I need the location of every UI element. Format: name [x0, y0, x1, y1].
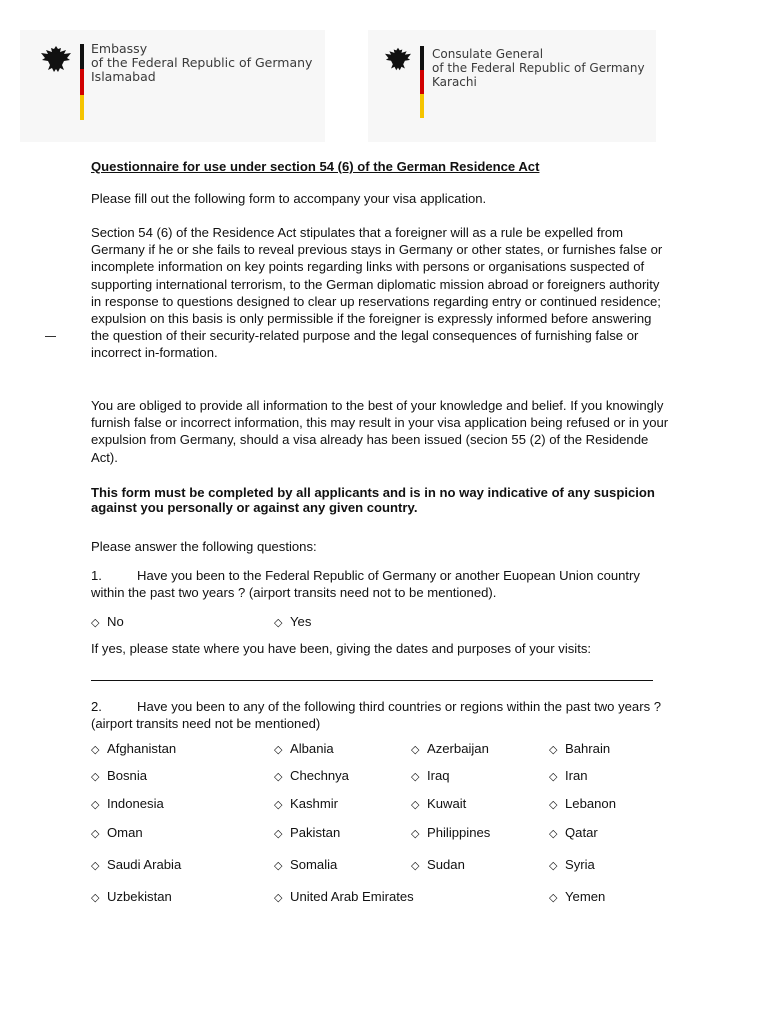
- embassy-name: [91, 42, 312, 84]
- country-option[interactable]: [549, 767, 588, 786]
- country-option[interactable]: [91, 767, 147, 786]
- country-label: Afghanistan: [107, 741, 177, 756]
- country-label: Iraq: [427, 768, 450, 783]
- option-yes[interactable]: [274, 613, 311, 632]
- country-label: Lebanon: [565, 796, 616, 811]
- country-option[interactable]: [274, 888, 414, 907]
- question-number: 2.: [91, 699, 102, 714]
- question-text: Have you been to the Federal Republic of Germany or another Euopean Union country within the past two years ? (airport transits need not to be mentioned).: [91, 568, 640, 601]
- checkbox-icon[interactable]: ◇: [411, 828, 420, 840]
- country-option[interactable]: [274, 824, 340, 843]
- country-option[interactable]: [411, 824, 490, 843]
- checkbox-icon[interactable]: ◇: [274, 771, 283, 783]
- country-label: Kashmir: [290, 796, 339, 811]
- checkbox-icon[interactable]: ◇: [91, 744, 100, 756]
- consulate-letterhead: [368, 30, 656, 142]
- org-line: of the Federal Republic of Germany: [91, 55, 313, 70]
- country-label: Somalia: [290, 857, 338, 872]
- checkbox-icon[interactable]: ◇: [91, 892, 100, 904]
- checkbox-icon[interactable]: ◇: [274, 828, 283, 840]
- country-option[interactable]: [91, 740, 176, 759]
- questions-prompt: Please answer the following questions:: [91, 539, 317, 554]
- country-label: Saudi Arabia: [107, 857, 182, 872]
- country-option[interactable]: [411, 795, 466, 814]
- country-label: Oman: [107, 825, 143, 840]
- question-number: 1.: [91, 568, 102, 583]
- country-option[interactable]: [91, 824, 143, 843]
- question-1-options: [91, 613, 691, 631]
- option-no[interactable]: [91, 613, 124, 632]
- country-option[interactable]: [549, 856, 595, 875]
- checkbox-icon[interactable]: ◇: [91, 617, 100, 629]
- checkbox-icon[interactable]: ◇: [549, 771, 558, 783]
- checkbox-icon[interactable]: ◇: [91, 828, 100, 840]
- org-line: Embassy: [91, 41, 148, 56]
- flag-stripe: [80, 44, 84, 120]
- checkbox-icon[interactable]: ◇: [549, 799, 558, 811]
- question-1: [91, 567, 671, 601]
- checkbox-icon[interactable]: ◇: [91, 860, 100, 872]
- question-text: Have you been to any of the following third countries or regions within the past two years ? (airport transits need not be mentioned): [91, 699, 662, 732]
- checkbox-icon[interactable]: ◇: [411, 744, 420, 756]
- country-option[interactable]: [91, 888, 172, 907]
- country-label: Bosnia: [107, 768, 148, 783]
- followup-text: If yes, please state where you have been, giving the dates and purposes of your visits:: [91, 641, 592, 656]
- country-label: Chechnya: [290, 768, 349, 783]
- country-option[interactable]: [274, 767, 349, 786]
- checkbox-icon[interactable]: ◇: [274, 892, 283, 904]
- checkbox-icon[interactable]: ◇: [549, 892, 558, 904]
- checkbox-icon[interactable]: ◇: [549, 860, 558, 872]
- country-option[interactable]: [549, 824, 598, 843]
- country-label: Yemen: [565, 889, 606, 904]
- country-option[interactable]: [91, 795, 164, 814]
- country-option[interactable]: [549, 795, 616, 814]
- country-option[interactable]: [549, 740, 610, 759]
- country-label: Indonesia: [107, 796, 164, 811]
- country-option[interactable]: [274, 740, 334, 759]
- org-line: of the Federal Republic of Germany: [432, 61, 645, 75]
- country-label: Azerbaijan: [427, 741, 489, 756]
- country-option[interactable]: [274, 795, 338, 814]
- intro-text: Please fill out the following form to accompany your visa application.: [91, 191, 487, 206]
- country-label: Kuwait: [427, 796, 467, 811]
- form-title: Questionnaire for use under section 54 (6) of the German Residence Act: [91, 159, 540, 174]
- consulate-name: [432, 47, 645, 89]
- country-option[interactable]: [411, 856, 465, 875]
- country-label: Syria: [565, 857, 595, 872]
- checkbox-icon[interactable]: ◇: [274, 744, 283, 756]
- flag-stripe: [420, 46, 424, 118]
- org-line: Karachi: [432, 75, 477, 89]
- answer-line[interactable]: [91, 680, 653, 681]
- country-label: Albania: [290, 741, 334, 756]
- org-line: Islamabad: [91, 69, 156, 84]
- country-label: Qatar: [565, 825, 598, 840]
- country-option[interactable]: [274, 856, 337, 875]
- federal-eagle-icon: [40, 44, 72, 74]
- country-label: Sudan: [427, 857, 465, 872]
- option-label: No: [107, 614, 124, 629]
- country-label: Iran: [565, 768, 588, 783]
- country-label: Pakistan: [290, 825, 341, 840]
- checkbox-icon[interactable]: ◇: [274, 799, 283, 811]
- margin-mark: [45, 336, 56, 337]
- country-option[interactable]: [411, 740, 489, 759]
- country-options: [91, 740, 691, 910]
- checkbox-icon[interactable]: ◇: [411, 799, 420, 811]
- org-line: Consulate General: [432, 47, 544, 61]
- country-label: Philippines: [427, 825, 491, 840]
- checkbox-icon[interactable]: ◇: [274, 860, 283, 872]
- legal-paragraph-2: You are obliged to provide all information to the best of your knowledge and belief. If you knowingly furnish false or incorrect information, this may result in your visa application being refused or in your expulsion from Germany, should a visa already has been issued (secion 55 (2) of the Residende Act).: [91, 398, 669, 465]
- checkbox-icon[interactable]: ◇: [549, 744, 558, 756]
- country-label: Bahrain: [565, 741, 611, 756]
- checkbox-icon[interactable]: ◇: [411, 860, 420, 872]
- question-2: [91, 698, 671, 732]
- country-label: United Arab Emirates: [290, 889, 414, 904]
- checkbox-icon[interactable]: ◇: [274, 617, 283, 629]
- notice-text: This form must be completed by all applicants and is in no way indicative of any suspicion against you personally or against any given country.: [91, 485, 655, 515]
- checkbox-icon[interactable]: ◇: [549, 828, 558, 840]
- embassy-letterhead: [20, 30, 325, 142]
- country-option[interactable]: [91, 856, 181, 875]
- checkbox-icon[interactable]: ◇: [91, 799, 100, 811]
- country-label: Uzbekistan: [107, 889, 172, 904]
- checkbox-icon[interactable]: ◇: [91, 771, 100, 783]
- country-option[interactable]: [411, 767, 450, 786]
- federal-eagle-icon: [384, 46, 412, 72]
- checkbox-icon[interactable]: ◇: [411, 771, 420, 783]
- option-label: Yes: [290, 614, 312, 629]
- legal-paragraph-1: Section 54 (6) of the Residence Act stipulates that a foreigner will as a rule be expelled from Germany if he or she fails to reveal previous stays in Germany or other states, or furnishes false or incomplete information on key points regarding links with persons or organisations suspected of supporting international terrorism, to the German diplomatic mission abroad or foreigners authority in response to questions designed to clear up reservations regarding entry or continued residence; expulsion on this basis is only permissible if the foreigner is expressly informed before answering the question of their security-related purpose and the legal consequences of furnishing false or incorrect in-formation.: [91, 225, 663, 361]
- country-option[interactable]: [549, 888, 605, 907]
